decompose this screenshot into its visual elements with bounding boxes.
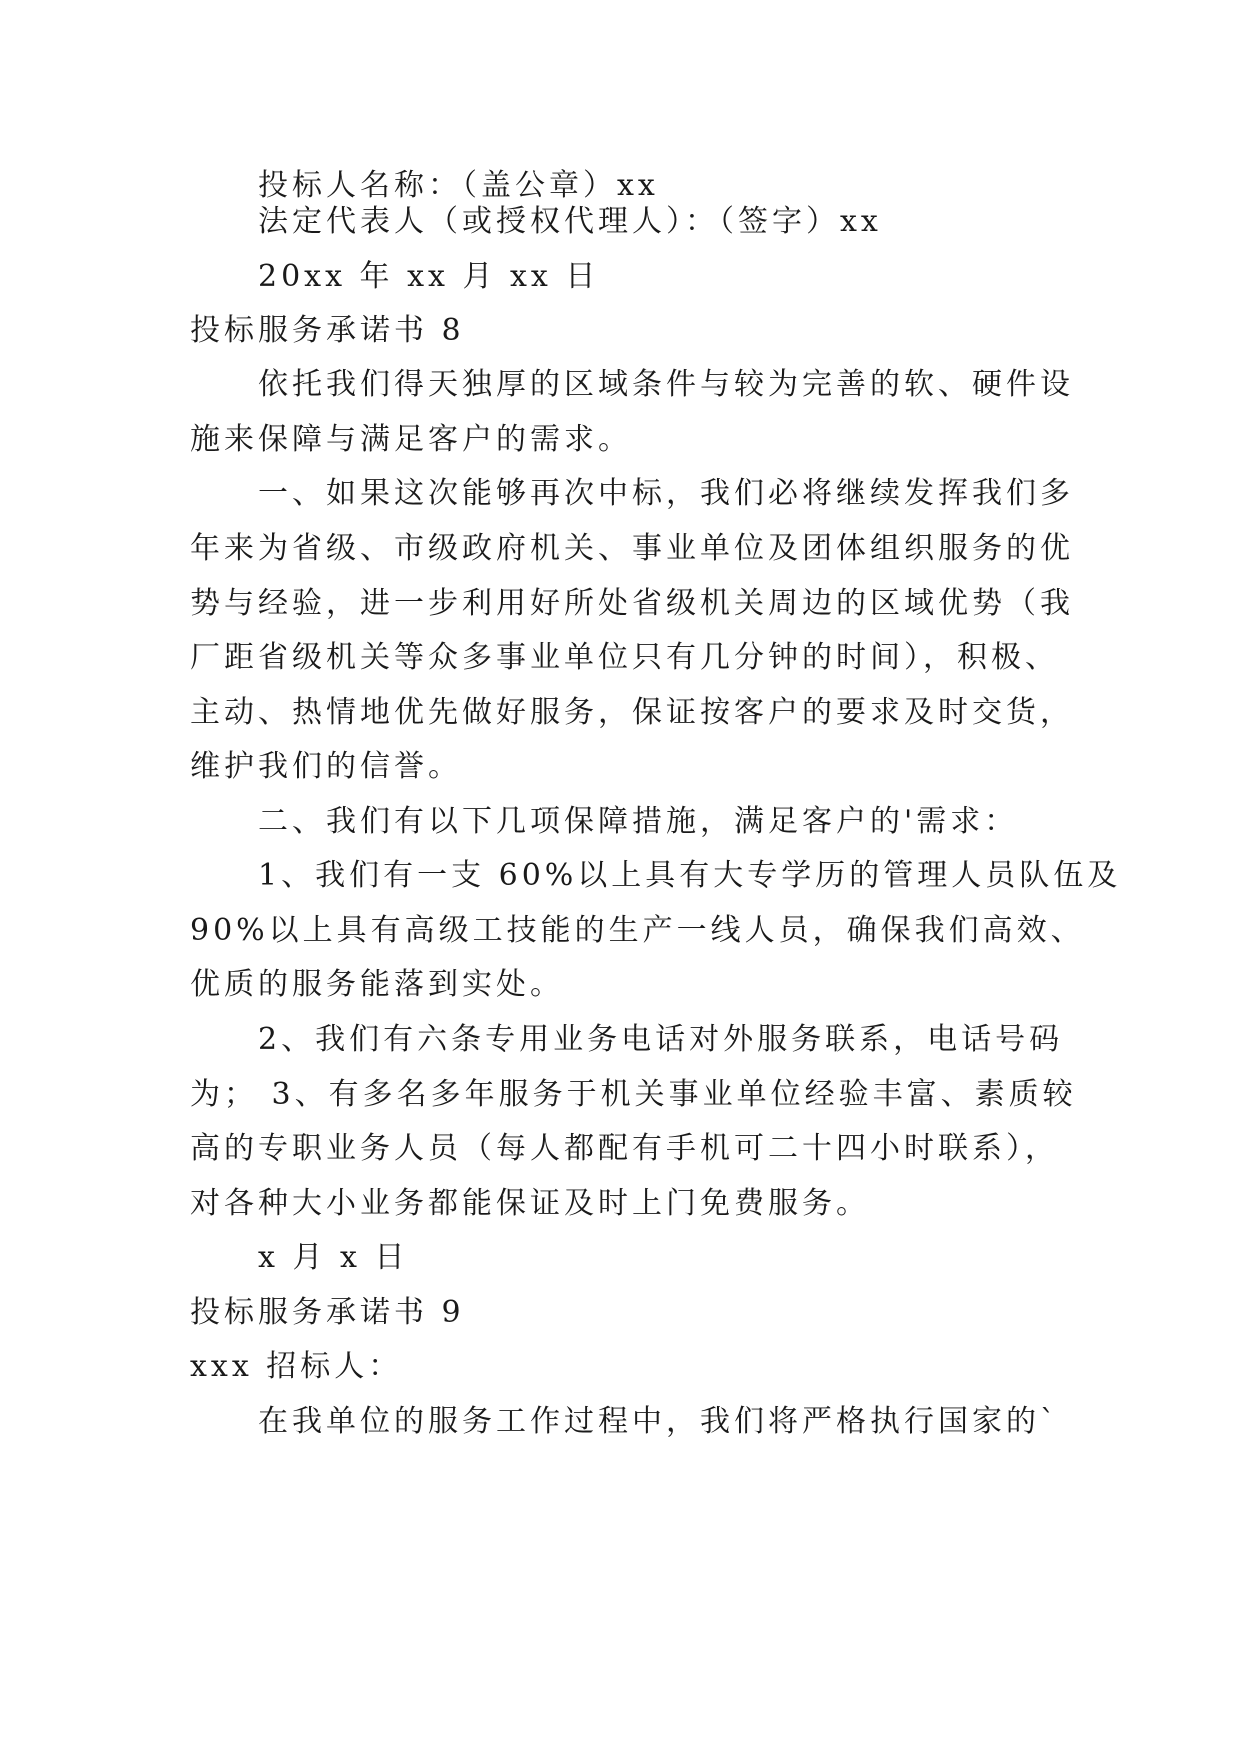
paragraph-line: 二、我们有以下几项保障措施，满足客户的'需求： xyxy=(258,804,1019,839)
signature-legal-representative: 法定代表人（或授权代理人）：（签字）xx xyxy=(258,204,882,239)
paragraph-line: 优质的服务能落到实处。 xyxy=(190,967,564,1002)
paragraph-line: 厂距省级机关等众多事业单位只有几分钟的时间），积极、 xyxy=(190,640,1059,675)
paragraph-line: 维护我们的信誉。 xyxy=(190,749,462,784)
signature-bidder-name: 投标人名称：（盖公章）xx xyxy=(258,168,659,203)
paragraph-line: 90%以上具有高级工技能的生产一线人员，确保我们高效、 xyxy=(190,913,1085,948)
paragraph-line: 在我单位的服务工作过程中，我们将严格执行国家的` xyxy=(258,1404,1059,1439)
paragraph-line: 主动、热情地优先做好服务，保证按客户的要求及时交货， xyxy=(190,695,1074,730)
paragraph-line: 2、我们有六条专用业务电话对外服务联系，电话号码 xyxy=(258,1022,1064,1057)
paragraph-line: 依托我们得天独厚的区域条件与较为完善的软、硬件设 xyxy=(258,367,1074,402)
paragraph-line: 1、我们有一支 60%以上具有大专学历的管理人员队伍及 xyxy=(258,858,1122,893)
salutation: xxx 招标人： xyxy=(190,1349,403,1384)
paragraph-line: 一、如果这次能够再次中标，我们必将继续发挥我们多 xyxy=(258,476,1074,511)
section-heading-9: 投标服务承诺书 9 xyxy=(190,1295,465,1330)
section-heading-8: 投标服务承诺书 8 xyxy=(190,313,465,348)
paragraph-line: 年来为省级、市级政府机关、事业单位及团体组织服务的优 xyxy=(190,531,1074,566)
paragraph-line: 为； 3、有多名多年服务于机关事业单位经验丰富、素质较 xyxy=(190,1077,1077,1112)
paragraph-line: 施来保障与满足客户的需求。 xyxy=(190,422,632,457)
section-date: x 月 x 日 xyxy=(258,1240,409,1275)
signature-date: 20xx 年 xx 月 xx 日 xyxy=(258,259,600,294)
paragraph-line: 势与经验，进一步利用好所处省级机关周边的区域优势（我 xyxy=(190,586,1074,621)
paragraph-line: 对各种大小业务都能保证及时上门免费服务。 xyxy=(190,1186,870,1221)
paragraph-line: 高的专职业务人员（每人都配有手机可二十四小时联系）， xyxy=(190,1131,1059,1166)
